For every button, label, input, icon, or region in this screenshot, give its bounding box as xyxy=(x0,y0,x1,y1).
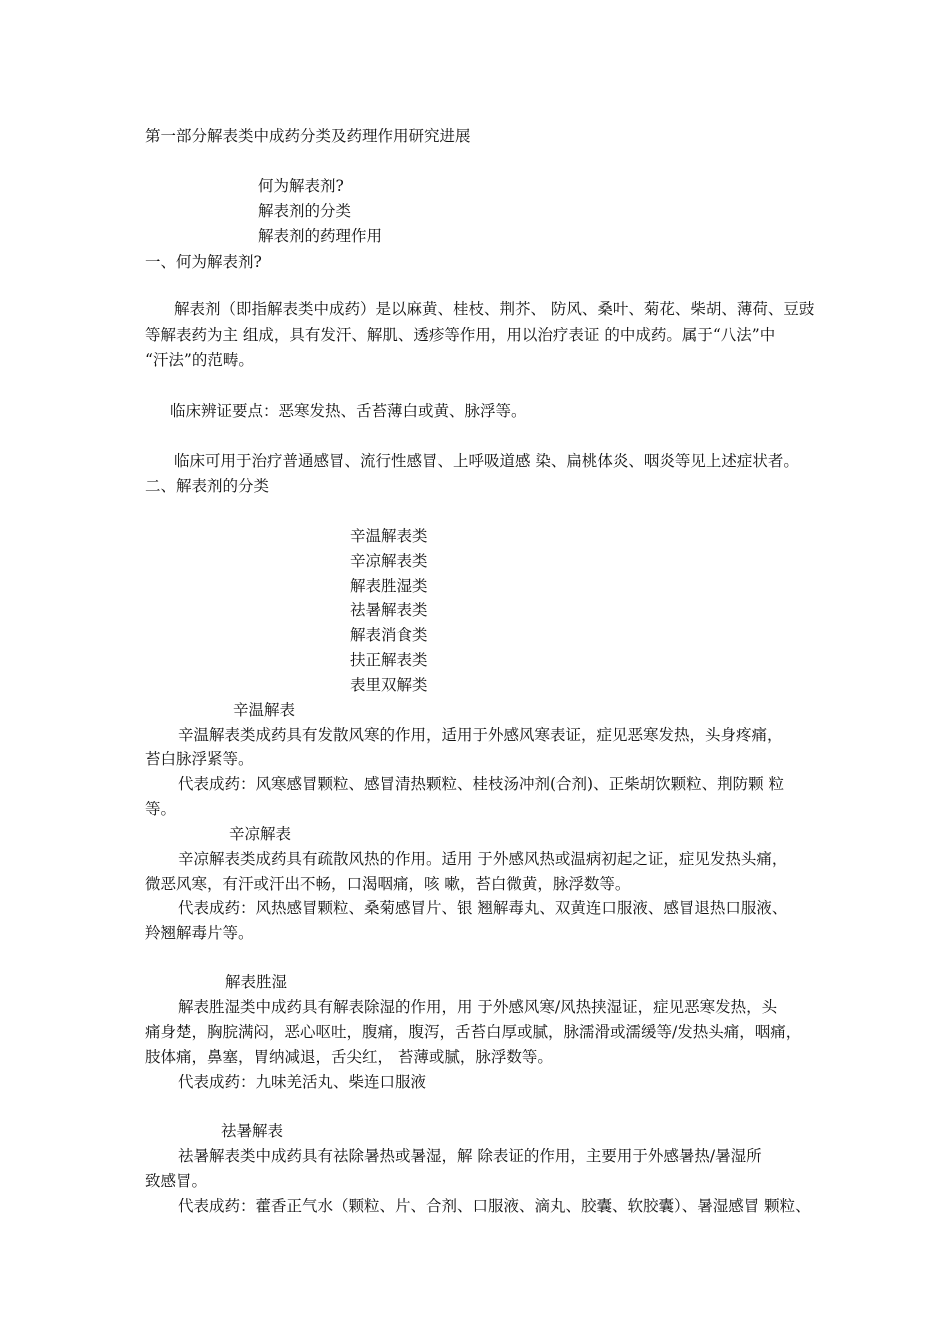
paragraph-line: 祛暑解表类中成药具有祛除暑热或暑湿，解 除表证的作用，主要用于外感暑热/暑湿所 xyxy=(178,1147,762,1165)
toc-item: 解表剂的药理作用 xyxy=(258,227,383,245)
category-item: 辛凉解表类 xyxy=(350,552,428,570)
paragraph-line: 临床可用于治疗普通感冒、流行性感冒、上呼吸道感 染、扁桃体炎、咽炎等见上述症状者。 xyxy=(174,452,799,470)
paragraph-line: 辛温解表类成药具有发散风寒的作用，适用于外感风寒表证，症见恶寒发热，头身疼痛， xyxy=(178,726,783,744)
subsection-heading: 辛温解表 xyxy=(233,701,296,719)
paragraph-line: 肢体痛，鼻塞，胃纳减退，舌尖红， 苔薄或腻，脉浮数等。 xyxy=(145,1048,553,1066)
paragraph-line: 苔白脉浮紧等。 xyxy=(145,750,254,768)
paragraph-line: 代表成药：风寒感冒颗粒、感冒清热颗粒、桂枝汤冲剂(合剂)、正柴胡饮颗粒、荆防颗 粒 xyxy=(178,775,785,793)
subsection-heading: 祛暑解表 xyxy=(221,1122,284,1140)
paragraph-line: 辛凉解表类成药具有疏散风热的作用。适用 于外感风热或温病初起之证，症见发热头痛， xyxy=(178,850,788,868)
paragraph-line: 代表成药：藿香正气水（颗粒、片、合剂、口服液、滴丸、胶囊、软胶囊）、暑湿感冒 颗粒、 xyxy=(178,1197,811,1215)
paragraph-line: 致感冒。 xyxy=(145,1172,208,1190)
subsection-heading: 解表胜湿 xyxy=(225,973,288,991)
paragraph-line: 羚翘解毒片等。 xyxy=(145,924,254,942)
toc-item: 何为解表剂? xyxy=(258,177,344,195)
paragraph-line: 临床辨证要点：恶寒发热、舌苔薄白或黄、脉浮等。 xyxy=(170,402,527,420)
toc-item: 解表剂的分类 xyxy=(258,202,352,220)
category-item: 祛暑解表类 xyxy=(350,601,428,619)
category-item: 扶正解表类 xyxy=(350,651,428,669)
paragraph-line: 代表成药：风热感冒颗粒、桑菊感冒片、银 翘解毒丸、双黄连口服液、感冒退热口服液、 xyxy=(178,899,788,917)
category-item: 辛温解表类 xyxy=(350,527,428,545)
category-item: 表里双解类 xyxy=(350,676,428,694)
paragraph-line: 代表成药：九味羌活丸、柴连口服液 xyxy=(178,1073,427,1091)
category-item: 解表消食类 xyxy=(350,626,428,644)
paragraph-line: 等。 xyxy=(145,800,177,818)
paragraph-line: 痛身楚，胸脘满闷，恶心呕吐，腹痛，腹泻，舌苔白厚或腻，脉濡滑或濡缓等/发热头痛，咽痛， xyxy=(145,1023,802,1041)
paragraph-line: 微恶风寒，有汗或汗出不畅，口渴咽痛，咳 嗽，苔白微黄，脉浮数等。 xyxy=(145,875,631,893)
paragraph-line: 解表剂（即指解表类中成药）是以麻黄、桂枝、荆芥、 防风、桑叶、菊花、柴胡、薄荷、豆豉 xyxy=(174,300,815,318)
subsection-heading: 辛凉解表 xyxy=(229,825,292,843)
document-title: 第一部分解表类中成药分类及药理作用研究进展 xyxy=(145,127,471,145)
category-item: 解表胜湿类 xyxy=(350,577,428,595)
section-heading: 二、解表剂的分类 xyxy=(145,477,270,495)
paragraph-line: 等解表药为主 组成，具有发汗、解肌、透疹等作用，用以治疗表证 的中成药。属于“八法”中 xyxy=(145,326,776,344)
section-heading: 一、何为解表剂? xyxy=(145,253,262,271)
paragraph-line: 解表胜湿类中成药具有解表除湿的作用，用 于外感风寒/风热挟湿证，症见恶寒发热，头 xyxy=(178,998,778,1016)
paragraph-line: “汗法”的范畴。 xyxy=(145,351,254,369)
